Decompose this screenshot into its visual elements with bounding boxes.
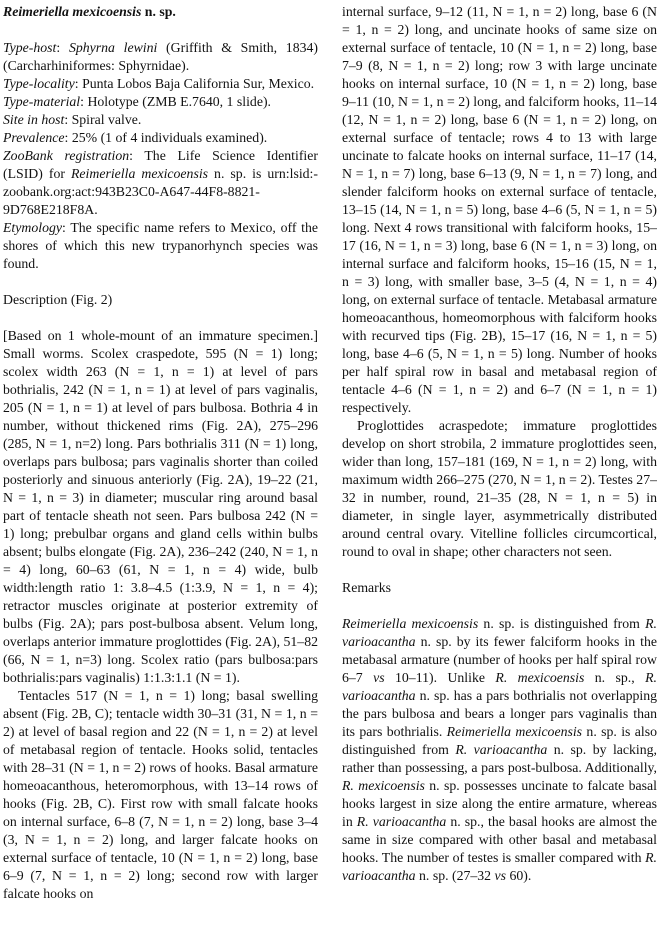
column-left [3, 3, 318, 936]
text-segment: Etymology [3, 220, 63, 235]
text-segment: R. varioacantha [342, 616, 657, 649]
text-segment: vs [494, 868, 507, 883]
text-segment: Tentacles 517 (N = 1, n = 1) long; basal swelling absent (Fig. 2B, C); tentacle width 30–31 (31, N = 1, n = 2) at level of basal region and 22 (N = 1, n = 2) at level of metabasal region of tentacle. Hooks solid, tentacles with 28–31 (N = 1, n = 2) rows of hooks. Basal armature homeoacanthous, heteromorphous, with 13–14 rows of hooks (Fig. 2B, C). First row with small falcate hooks on internal surface, 6–8 (7, N = 1, n = 2) long, base 3–4 (3, N = 1, n = 2) long, and larger falcate hooks on external surface of tentacle, 10 (N = 1, n = 2) long, base 6–9 (7, N = 1, n = 2) long; second row with larger falcate hooks on [3, 688, 318, 901]
text-segment: Type-material [3, 94, 81, 109]
text-segment: Type-locality [3, 76, 75, 91]
species-title [3, 3, 318, 21]
text-segment: R. mexicoensis [495, 670, 585, 685]
text-segment: Site in host [3, 112, 65, 127]
text-segment: Reimeriella mexicoensis [3, 4, 142, 19]
type-host-entry [3, 39, 318, 75]
text-segment: n. sp. by lacking, rather than possessing, a pars post-bulbosa. Additionally, [342, 742, 657, 775]
text-segment: n. sp. is also distinguished from [342, 724, 657, 757]
text-segment: n. sp. is distinguished from [478, 616, 646, 631]
description-paragraph-2 [3, 687, 318, 903]
text-segment: Remarks [342, 580, 392, 595]
text-segment: Proglottides acraspedote; immature proglottides develop on short strobila, 2 immature proglottides seen, wider than long, 157–181 (169, N = 1, n = 2) long, with maximum width 266–275 (270, N = 1, n = 2). Testes 27–32 in number, round, 21–35 (28, N = 1, n = 5) in diameter, in single layer, asymmetrically distributed around central ovary. Vitelline follicles circumcortical, round to oval in shape; other characters not seen. [342, 418, 657, 559]
text-segment: 10–11). Unlike [384, 670, 496, 685]
text-segment: n. sp. possesses uncinate to falcate basal hooks largest in size along the entire armature, whereas in [342, 778, 657, 829]
etymology-entry [3, 219, 318, 273]
description-paragraph-3 [342, 417, 657, 561]
site-in-host-entry [3, 111, 318, 129]
text-segment: : Spiral valve. [64, 112, 142, 127]
text-segment: : 25% (1 of 4 individuals examined). [64, 130, 268, 145]
text-segment: n. sp., [584, 670, 646, 685]
description-paragraph-2-continued [342, 3, 657, 417]
description-heading [3, 291, 318, 309]
column-right [342, 3, 657, 936]
prevalence-entry [3, 129, 318, 147]
text-segment: Sphyrna lewini [68, 40, 158, 55]
text-segment: vs [373, 670, 385, 685]
text-segment: n. sp. is urn:lsid:-zoobank.org:act:943B23C0-A647-44F8-8821-9D768E218F8A. [3, 166, 318, 217]
text-segment: : [56, 40, 69, 55]
remarks-heading [342, 579, 657, 597]
text-segment: : The specific name refers to Mexico, off the shores of which this new trypanorhynch species was found. [3, 220, 318, 271]
remarks-paragraph [342, 615, 657, 885]
type-locality-entry [3, 75, 318, 93]
text-segment: Reimeriella mexicoensis [70, 166, 209, 181]
text-segment: n. sp. has a pars bothrialis not overlapping the pars bulbosa and bears a longer pars vaginalis than its pars bothrialis. [342, 688, 657, 739]
text-segment: R. varioacantha [342, 850, 657, 883]
text-segment: n. sp. [141, 4, 176, 19]
text-segment: R. mexicoensis [342, 778, 425, 793]
text-segment: Reimeriella mexicoensis [446, 724, 583, 739]
text-segment: 60). [506, 868, 532, 883]
text-segment: n. sp., the basal hooks are almost the same in size compared with other basal and metabasal hooks. The number of testes is smaller compared with [342, 814, 657, 865]
text-segment: Type-host [3, 40, 57, 55]
text-segment: Prevalence [3, 130, 65, 145]
zoobank-entry [3, 147, 318, 219]
type-material-entry [3, 93, 318, 111]
description-paragraph-1 [3, 327, 318, 687]
text-segment: [Based on 1 whole-mount of an immature specimen.] Small worms. Scolex craspedote, 595 (N = 1) long; scolex width 263 (N = 1, n = 1) at level of pars bothrialis, 242 (N = 1, n = 1) at level of pars vaginalis, 205 (N = 1, n = 1) at level of pars bulbosa. Bothria 4 in number, without thickened rims (Fig. 2A), 275–296 (285, N = 1, n=2) long. Pars bothrialis 311 (N = 1) long, overlaps pars bulbosa; pars vaginalis shorter than coiled posteriorly and sinuous anteriorly (Fig. 2A), 19–22 (21, N = 1, n = 3) in diameter; muscular ring around basal part of tentacle sheath not seen. Pars bulbosa 242 (N = 1) long; prebulbar organs and gland cells within bulbs absent; bulbs elongate (Fig. 2A), 236–242 (240, N = 1, n = 4) long, 60–63 (61, N = 1, n = 4) wide, bulb width:length ratio 1: 3.8–4.5 (1:3.9, N = 1, n = 4); retractor muscles originate at posterior extremity of bulbs (Fig. 2A); pars post-bulbosa absent. Velum long, overlaps anterior immature proglottides (Fig. 2A), 51–82 (66, N = 1, n=3) long. Scolex ratio (pars bulbosa:pars bothrialis:pars vaginalis) 1:1.3:1.1 (N = 1). [3, 328, 318, 685]
text-segment: : The Life Science Identifier (LSID) for [3, 148, 318, 181]
text-segment: (Griffith & Smith, 1834) (Carcharhiniformes: Sphyrnidae). [3, 40, 318, 73]
text-segment: internal surface, 9–12 (11, N = 1, n = 2) long, base 6 (N = 1, n = 2) long, and uncinate hooks of same size on external surface of tentacle, 10 (N = 1, n = 2) long, base 7–9 (8, N = 1, n = 2) long; row 3 with large uncinate hooks on internal surface, 10 (N = 1, n = 2) long, base 9–11 (10, N = 1, n = 2) long, and falciform hooks, 11–14 (12, N = 1, n = 2) long, base 6 (N = 1, n = 2) long, on external surface of tentacle; rows 4 to 13 with large uncinate to falcate hooks on internal surface, 11–17 (14, N = 1, n = 7) long, base 6–13 (9, N = 1, n = 7) long, and slender falciform hooks on external surface of tentacle, 13–15 (14, N = 1, n = 5) long, base 4–6 (5, N = 1, n = 5) long. Next 4 rows transitional with falciform hooks, 15–17 (16, N = 1, n = 3) long, base 6 (N = 1, n = 3) long, on internal surface and falciform hooks, 15–16 (15, N = 1, n = 3) long, with smaller base, 3–5 (4, N = 1, n = 4) long, on external surface of tentacle. Metabasal armature homeoacanthous, homeomorphous with falciform hooks with recurved tips (Fig. 2B), 15–17 (16, N = 1, n = 5) long, base 4–6 (5, N = 1, n = 5) long. Number of hooks per half spiral row in basal and metabasal region of tentacle 4–6 (N = 1, n = 2) and 6–7 (N = 1, n = 1) respectively. [342, 4, 657, 415]
text-segment: n. sp. by its fewer falciform hooks in the metabasal armature (number of hooks per half spiral row 6–7 [342, 634, 657, 685]
text-segment: Reimeriella mexicoensis [342, 616, 479, 631]
text-segment: : Punta Lobos Baja California Sur, Mexico. [74, 76, 315, 91]
text-segment: n. sp. (27–32 [415, 868, 495, 883]
text-segment: Description (Fig. 2) [3, 292, 113, 307]
text-segment: : Holotype (ZMB E.7640, 1 slide). [80, 94, 271, 109]
text-segment: R. varioacantha [455, 742, 548, 757]
text-segment: R. varioacantha [342, 670, 657, 703]
text-segment: R. varioacantha [356, 814, 447, 829]
text-segment: ZooBank registration [3, 148, 130, 163]
